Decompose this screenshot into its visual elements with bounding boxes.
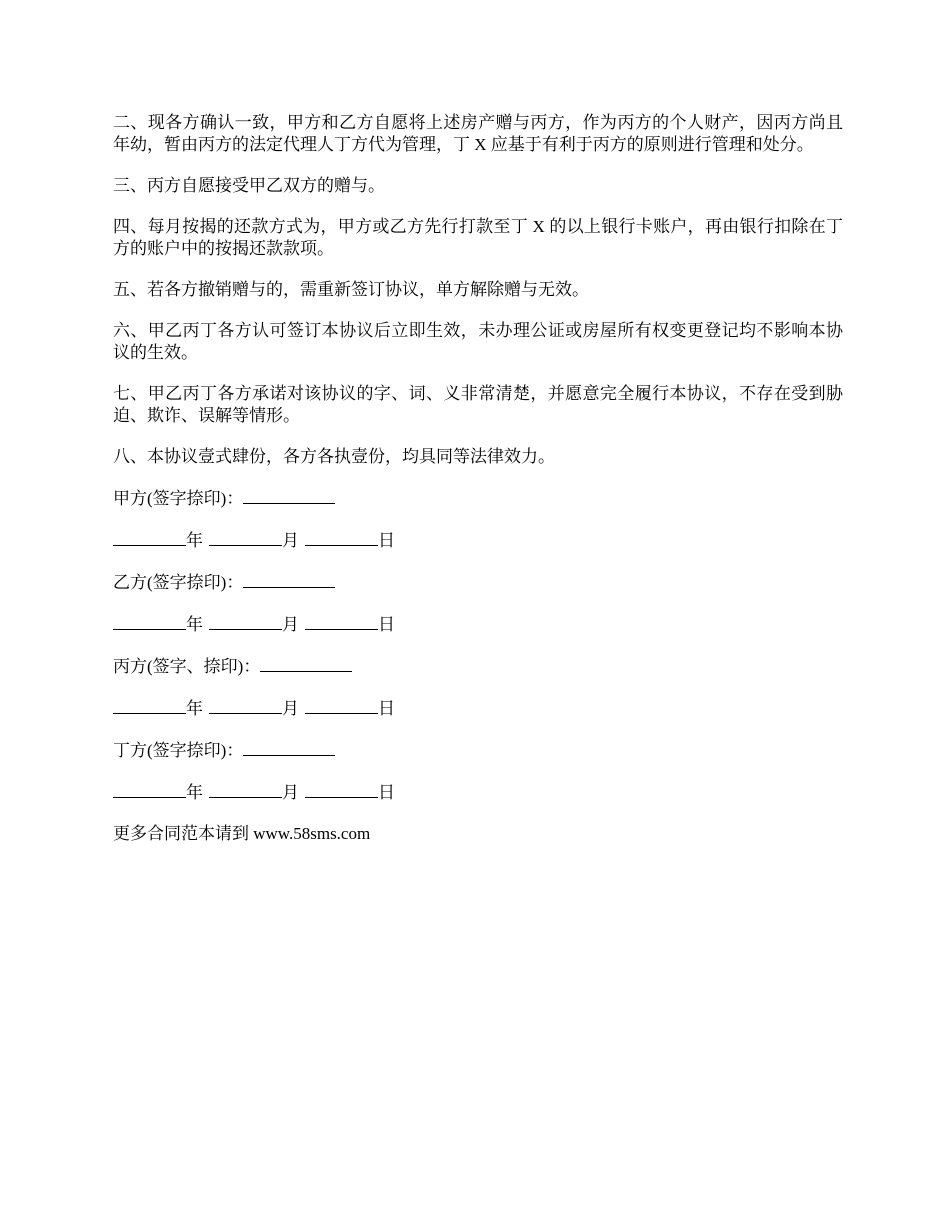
party-b-signature-blank [243,571,335,588]
party-d-date-line [113,781,843,804]
day-label: 日 [378,531,395,550]
day-label: 日 [378,699,395,718]
year-label: 年 [186,783,203,802]
clause-5: 五、若各方撤销赠与的，需重新签订协议，单方解除赠与无效。 [113,280,589,299]
party-c-signature-blank [260,655,352,672]
party-c-year-blank [113,697,186,714]
day-label: 日 [378,615,395,634]
party-b-month-blank [209,613,282,630]
year-label: 年 [186,699,203,718]
party-b-signature-line [113,571,843,594]
party-c-label: 丙方(签字、捺印)： [113,657,261,676]
party-d-signature-blank [243,739,335,756]
party-a-label: 甲方(签字捺印)： [113,489,244,508]
party-d-month-blank [209,781,282,798]
footer-note: 更多合同范本请到 www.58sms.com [113,824,371,843]
party-d-day-blank [305,781,378,798]
party-b-label: 乙方(签字捺印)： [113,573,244,592]
party-c-date-line [113,697,843,720]
party-a-signature-blank [243,487,335,504]
year-label: 年 [186,615,203,634]
party-a-year-blank [113,529,186,546]
party-d-label: 丁方(签字捺印)： [113,741,244,760]
month-label: 月 [282,783,299,802]
clause-2: 二、现各方确认一致，甲方和乙方自愿将上述房产赠与丙方，作为丙方的个人财产，因丙方尚且年幼，暂由丙方的法定代理人丁方代为管理，丁 X 应基于有利于丙方的原则进行管理和处分。 [113,113,843,154]
clause-6: 六、甲乙丙丁各方认可签订本协议后立即生效，未办理公证或房屋所有权变更登记均不影响本协议的生效。 [113,321,843,362]
party-c-signature-line [113,655,843,678]
month-label: 月 [282,615,299,634]
clause-8: 八、本协议壹式肆份，各方各执壹份，均具同等法律效力。 [113,447,555,466]
party-b-date-line [113,613,843,636]
year-label: 年 [186,531,203,550]
party-d-signature-line [113,739,843,762]
month-label: 月 [282,531,299,550]
clause-7: 七、甲乙丙丁各方承诺对该协议的字、词、义非常清楚，并愿意完全履行本协议，不存在受到胁迫、欺诈、误解等情形。 [113,384,843,425]
clause-3: 三、丙方自愿接受甲乙双方的赠与。 [113,176,385,195]
month-label: 月 [282,699,299,718]
party-c-day-blank [305,697,378,714]
party-a-month-blank [209,529,282,546]
party-a-signature-line [113,487,843,510]
document-body [113,112,843,864]
party-c-month-blank [209,697,282,714]
party-a-date-line [113,529,843,552]
party-a-day-blank [305,529,378,546]
party-d-year-blank [113,781,186,798]
day-label: 日 [378,783,395,802]
clause-4: 四、每月按揭的还款方式为，甲方或乙方先行打款至丁 X 的以上银行卡账户，再由银行扣除在丁方的账户中的按揭还款款项。 [113,217,843,258]
party-b-day-blank [305,613,378,630]
party-b-year-blank [113,613,186,630]
